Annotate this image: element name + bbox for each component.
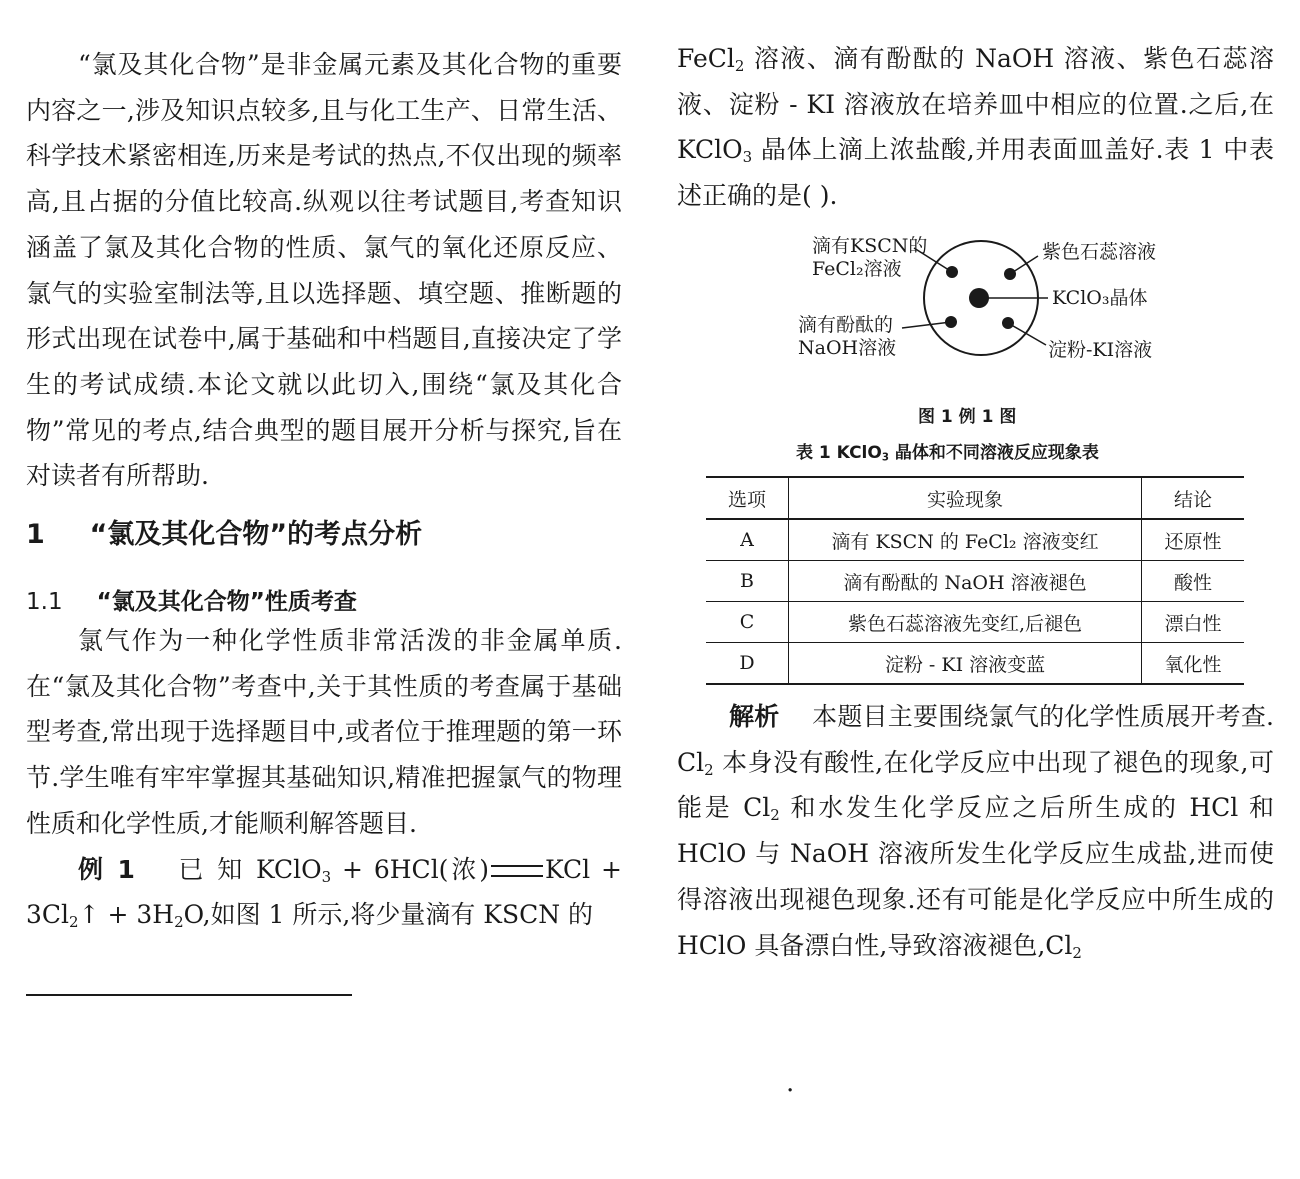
analysis-block [677, 694, 1274, 968]
cont-text-2: 溶液、滴有酚酞的 NaOH 溶液、紫色石蕊溶液、淀粉 - KI 溶液放在培养皿中相应的位置.之后,在 KClO [677, 44, 1274, 165]
cont-text-1: FeCl [677, 44, 735, 73]
section-1-title: “氯及其化合物”的考点分析 [89, 519, 423, 550]
example-text-5: O,如图 1 所示,将少量滴有 KSCN 的 [183, 900, 594, 930]
table-header-option: 选项 [706, 477, 789, 519]
table-header-phenomenon: 实验现象 [789, 477, 1142, 519]
table-row [706, 519, 1244, 561]
table-cell: B [706, 561, 789, 602]
example-continuation [677, 36, 1274, 219]
table-caption-pre: 表 1 KClO [796, 443, 882, 463]
body-paragraph: 氯气作为一种化学性质非常活泼的非金属单质.在“氯及其化合物”考查中,关于其性质的考查属于基础型考查,常出现于选择题目中,或者位于推理题的第一环节.学生唯有牢牢掌握其基础知识,精准把握氯气的物理性质和化学性质,才能顺利解答题目. [26, 626, 622, 838]
table-cell: 酸性 [1142, 561, 1245, 602]
label-kclo3: KClO₃晶体 [1052, 287, 1148, 309]
analysis-paragraph [677, 694, 1274, 968]
table-caption-post: 晶体和不同溶液反应现象表 [888, 443, 1099, 463]
table-caption [796, 438, 1099, 463]
table-cell: C [706, 602, 789, 643]
left-body [26, 618, 622, 938]
petri-dish-figure [790, 228, 1180, 370]
table-cell: 氧化性 [1142, 643, 1245, 685]
table-caption-sub: 3 [881, 452, 889, 464]
analysis-sub-2: 2 [770, 806, 780, 825]
section-1-1-number: 1.1 [26, 589, 63, 615]
label-fecl2-line1: 滴有KSCN的 [812, 235, 928, 257]
analysis-label: 解析 [729, 702, 780, 731]
example-sub-1: 3 [321, 867, 332, 886]
example-text-2: + 6HCl(浓) [331, 854, 490, 884]
table-cell: 滴有 KSCN 的 FeCl₂ 溶液变红 [789, 519, 1142, 561]
leader-line-br [1008, 323, 1046, 345]
intro-paragraph: “氯及其化合物”是非金属元素及其化合物的重要内容之一,涉及知识点较多,且与化工生产、日常生活、科学技术紧密相连,历来是考试的热点,不仅出现的频率高,且占据的分值比较高.纵观以往考试题目,考查知识涵盖了氯及其化合物的性质、氯气的氧化还原反应、氯气的实验室制法等,且以选择题、填空题、推断题的形式出现在试卷中,属于基础和中档题目,直接决定了学生的考试成绩.本论文就以此切入,围绕“氯及其化合物”常见的考点,结合典型的题目展开分析与探究,旨在对读者有所帮助. [26, 50, 622, 491]
analysis-text-3: 和水发生化学反应之后所生成的 HCl 和 HClO 与 NaOH 溶液所发生化学反应生成盐,进而使得溶液出现褪色现象.还有可能是化学反应中所生成的 HClO 具备漂白性,导致溶液褪色,Cl [677, 793, 1274, 960]
section-1-number: 1 [26, 519, 45, 550]
example-sub-2: 2 [69, 912, 79, 931]
analysis-sub-3: 2 [1072, 943, 1082, 962]
example-text-1: 已 知 KClO [178, 854, 322, 884]
analysis-text-1: 本题目主要围绕氯气的化学性质展开考查. Cl [677, 702, 1274, 777]
leader-line-bl [902, 322, 951, 328]
equilibrium-sign [491, 865, 543, 877]
table-cell: 还原性 [1142, 519, 1245, 561]
table-row [706, 643, 1244, 685]
label-fecl2-line2: FeCl₂溶液 [812, 258, 902, 280]
section-1-1-title: “氯及其化合物”性质考查 [96, 589, 357, 615]
table-header-conclusion: 结论 [1142, 477, 1245, 519]
left-column [26, 42, 622, 499]
page-marker: . [786, 1068, 795, 1098]
table-header-row [706, 477, 1244, 519]
label-litmus: 紫色石蕊溶液 [1042, 241, 1157, 263]
section-1-heading [26, 512, 422, 551]
figure-caption: 图 1 例 1 图 [918, 407, 1017, 427]
table-cell: 紫色石蕊溶液先变红,后褪色 [789, 602, 1142, 643]
table-row [706, 561, 1244, 602]
example-paragraph [26, 847, 622, 938]
section-1-1-heading [26, 583, 357, 616]
table-cell: 漂白性 [1142, 602, 1245, 643]
table-cell: D [706, 643, 789, 685]
label-naoh-line2: NaOH溶液 [798, 337, 897, 359]
table-cell: 滴有酚酞的 NaOH 溶液褪色 [789, 561, 1142, 602]
example-label: 例 1 [78, 854, 135, 884]
example-text-3: KCl + 3Cl [26, 854, 622, 930]
label-naoh-line1: 滴有酚酞的 [798, 314, 894, 336]
right-column-top [677, 36, 1274, 219]
example-text-4: ↑ + 3H [78, 900, 175, 930]
cont-sub-2: 3 [742, 148, 753, 167]
analysis-sub-1: 2 [704, 760, 714, 779]
example-sub-3: 2 [174, 912, 184, 931]
analysis-text-2: 本身没有酸性,在化学反应中出现了褪色的现象,可能是 Cl [677, 747, 1274, 823]
table-cell: 淀粉 - KI 溶液变蓝 [789, 643, 1142, 685]
cont-text-3: 晶体上滴上浓盐酸,并用表面皿盖好.表 1 中表述正确的是( ). [677, 135, 1274, 211]
leader-line-tr [1010, 256, 1038, 274]
table-row [706, 602, 1244, 643]
reaction-table [706, 476, 1244, 685]
footnote-rule [26, 994, 352, 996]
label-starch-ki: 淀粉-KI溶液 [1048, 339, 1153, 361]
cont-sub-1: 2 [734, 56, 745, 75]
table-cell: A [706, 519, 789, 561]
